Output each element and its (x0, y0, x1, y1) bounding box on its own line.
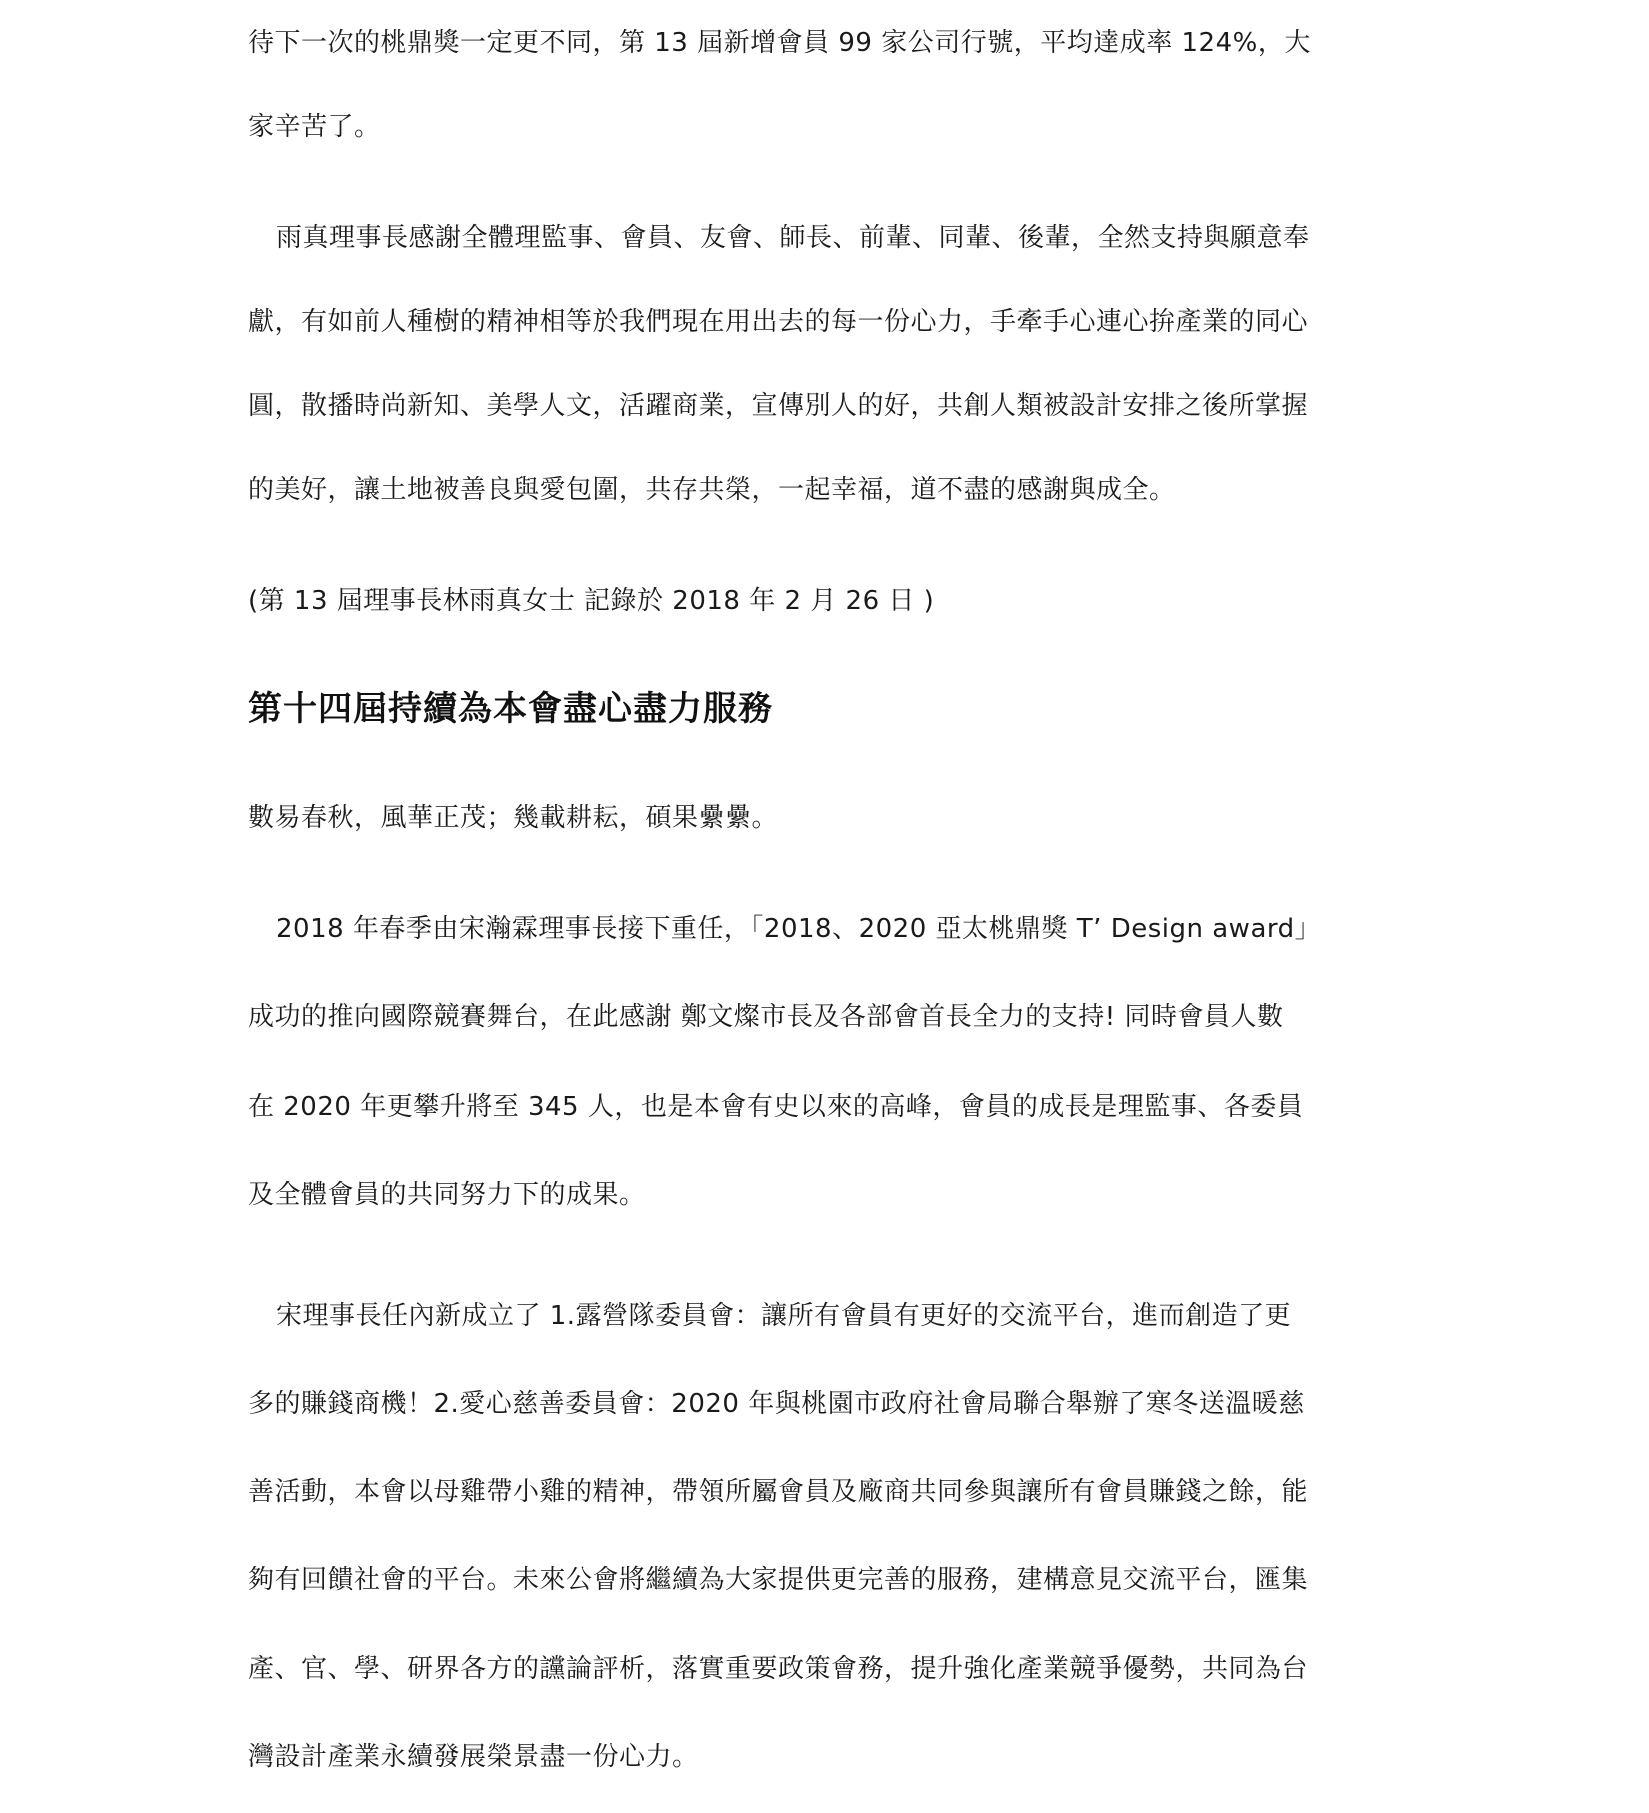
intro-line: 數易春秋，風華正茂；幾載耕耘，碩果纍纍。 (248, 803, 779, 833)
paragraph-4-line-4: 夠有回饋社會的平台。未來公會將繼續為大家提供更完善的服務，建構意見交流平台，匯集 (248, 1565, 1309, 1595)
paragraph-2-line-1: 雨真理事長感謝全體理監事、會員、友會、師長、前輩、同輩、後輩，全然支持與願意奉 (276, 223, 1310, 253)
section-heading: 第十四屆持續為本會盡心盡力服務 (248, 689, 773, 729)
paragraph-3-line-1: 2018 年春季由宋瀚霖理事長接下重任，「2018、2020 亞太桃鼎獎 T’ Design award」 (276, 914, 1322, 944)
paragraph-4-line-3: 善活動，本會以母雞帶小雞的精神，帶領所屬會員及廠商共同參與讓所有會員賺錢之餘，能 (248, 1477, 1309, 1507)
paragraph-3-line-3: 在 2020 年更攀升將至 345 人，也是本會有史以來的高峰，會員的成長是理監事、各委員 (248, 1092, 1304, 1122)
paragraph-3-line-2: 成功的推向國際競賽舞台，在此感謝 鄭文燦市長及各部會首長全力的支持! 同時會員人數 (248, 1002, 1284, 1032)
paragraph-4-line-6: 灣設計產業永續發展榮景盡一份心力。 (248, 1742, 699, 1772)
paragraph-1-line-2: 家辛苦了。 (248, 112, 381, 142)
paragraph-2-line-4: 的美好，讓土地被善良與愛包圍，共存共榮，一起幸福，道不盡的感謝與成全。 (248, 475, 1176, 505)
paragraph-1-line-1: 待下一次的桃鼎獎一定更不同，第 13 屆新增會員 99 家公司行號，平均達成率 124%，大 (248, 28, 1311, 58)
paragraph-2-line-2: 獻，有如前人種樹的精神相等於我們現在用出去的每一份心力，手牽手心連心拚產業的同心 (248, 307, 1309, 337)
record-note: (第 13 屆理事長林雨真女士 記錄於 2018 年 2 月 26 日 ) (248, 586, 935, 616)
paragraph-4-line-1: 宋理事長任內新成立了 1.露營隊委員會：讓所有會員有更好的交流平台，進而創造了更 (276, 1301, 1292, 1331)
paragraph-2-line-3: 圓，散播時尚新知、美學人文，活躍商業，宣傳別人的好，共創人類被設計安排之後所掌握 (248, 391, 1309, 421)
paragraph-3-line-4: 及全體會員的共同努力下的成果。 (248, 1180, 646, 1210)
paragraph-4-line-5: 產、官、學、研界各方的讜論評析，落實重要政策會務，提升強化產業競爭優勢，共同為台 (248, 1654, 1309, 1684)
paragraph-4-line-2: 多的賺錢商機！2.愛心慈善委員會：2020 年與桃園市政府社會局聯合舉辦了寒冬送溫暖慈 (248, 1389, 1305, 1419)
